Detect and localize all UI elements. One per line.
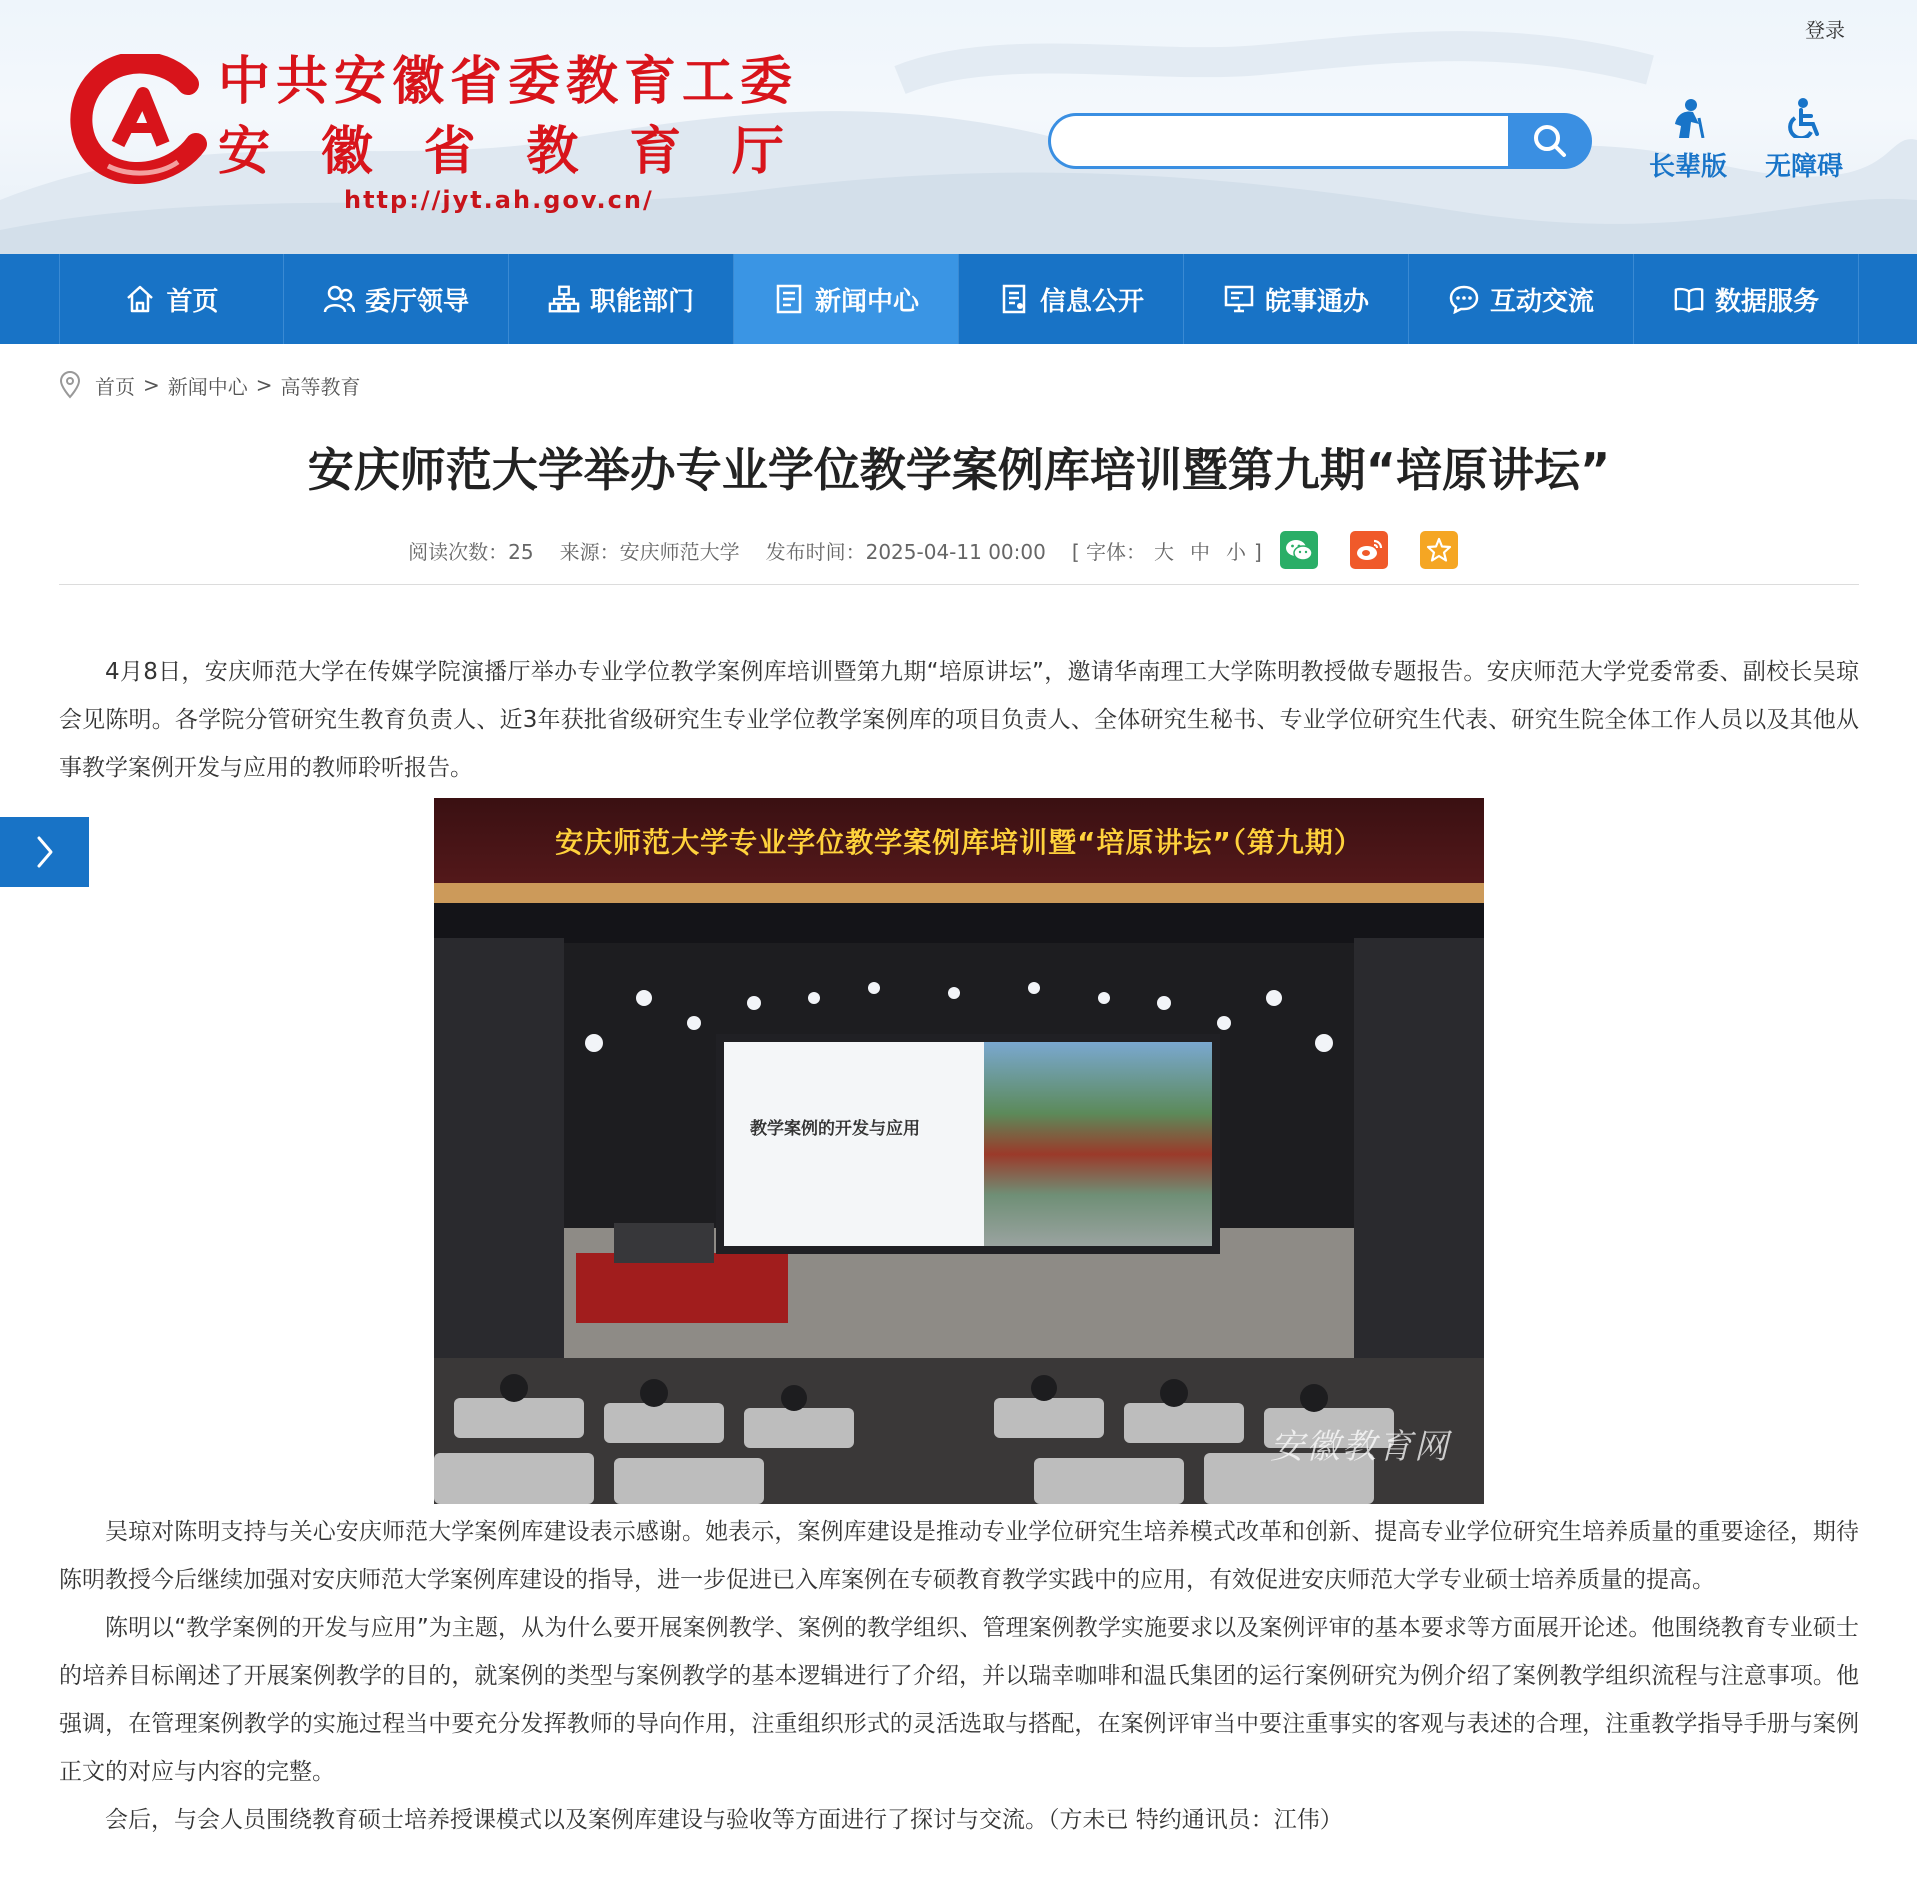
chat-icon bbox=[1448, 284, 1480, 314]
presentation-title: 教学案例的开发与应用 bbox=[750, 1119, 920, 1139]
breadcrumb-home[interactable]: 首页 bbox=[95, 374, 135, 399]
home-icon bbox=[125, 284, 155, 314]
search-input[interactable] bbox=[1048, 113, 1510, 169]
org-chart-icon bbox=[548, 284, 580, 314]
side-panel-toggle[interactable] bbox=[0, 817, 89, 887]
leaders-icon bbox=[323, 284, 355, 314]
article-paragraph: 4月8日，安庆师范大学在传媒学院演播厅举办专业学位教学案例库培训暨第九期“培原讲坛”，邀请华南理工大学陈明教授做专题报告。安庆师范大学党委常委、副校长吴琼会见陈明。各学院分管研究生教育负责人、近3年获批省级研究生专业学位教学案例库的项目负责人、全体研究生秘书、专业学位研究生代表、研究生院全体工作人员以及其他从事教学案例开发与应用的教师聆听报告。 bbox=[59, 659, 1859, 781]
book-icon bbox=[1673, 284, 1705, 314]
nav-item-label: 新闻中心 bbox=[814, 286, 919, 317]
breadcrumb-higher-education[interactable]: 高等教育 bbox=[280, 374, 361, 399]
wechat-icon bbox=[1285, 538, 1313, 562]
chevron-right-icon bbox=[33, 834, 57, 870]
article-body bbox=[59, 648, 1859, 1844]
nav-item-home[interactable] bbox=[59, 254, 284, 344]
org-name-char: 教 bbox=[526, 122, 579, 182]
nav-item-departments[interactable] bbox=[509, 254, 734, 344]
org-name-char: 厅 bbox=[731, 122, 784, 182]
accessibility-label: 无障碍 bbox=[1764, 152, 1843, 182]
date-label: 发布时间： bbox=[765, 539, 866, 564]
font-size-label: [ 字体： bbox=[1071, 539, 1147, 564]
font-size-large[interactable]: 大 bbox=[1154, 539, 1175, 564]
nav-item-data-services[interactable] bbox=[1634, 254, 1859, 344]
view-count-value: 25 bbox=[508, 539, 534, 564]
search-button[interactable] bbox=[1508, 113, 1592, 169]
site-header bbox=[0, 0, 1917, 254]
article-source bbox=[560, 536, 740, 565]
date-value: 2025-04-11 00:00 bbox=[865, 539, 1046, 564]
nav-item-label: 委厅领导 bbox=[364, 286, 469, 317]
article-title: 安庆师范大学举办专业学位教学案例库培训暨第九期“培原讲坛” bbox=[307, 443, 1611, 497]
org-name-line1: 中共安徽省委教育工委 bbox=[218, 52, 799, 112]
star-icon bbox=[1426, 537, 1452, 563]
font-size-switcher bbox=[1072, 536, 1262, 565]
view-count-label: 阅读次数： bbox=[408, 539, 509, 564]
breadcrumb bbox=[59, 370, 361, 400]
article-meta bbox=[59, 530, 1859, 570]
nav-item-label: 职能部门 bbox=[589, 286, 694, 317]
main-nav bbox=[0, 254, 1917, 344]
source-value: 安庆师范大学 bbox=[619, 539, 740, 564]
elder-mode-label: 长辈版 bbox=[1648, 152, 1727, 182]
nav-item-interaction[interactable] bbox=[1409, 254, 1634, 344]
share-weibo-button[interactable] bbox=[1350, 531, 1388, 569]
view-count bbox=[408, 536, 533, 565]
photo-watermark: 安徽教育网 bbox=[1270, 1427, 1450, 1467]
breadcrumb-separator: > bbox=[255, 373, 273, 397]
share-buttons bbox=[1280, 531, 1484, 569]
title-divider bbox=[59, 584, 1859, 585]
breadcrumb-separator: > bbox=[143, 373, 160, 397]
article-photo bbox=[434, 798, 1484, 1504]
nav-item-label: 首页 bbox=[166, 286, 219, 317]
accessibility-button[interactable] bbox=[1744, 98, 1864, 183]
share-favorite-button[interactable] bbox=[1420, 531, 1458, 569]
org-name-char: 安 bbox=[218, 122, 271, 182]
publish-date bbox=[766, 536, 1046, 565]
org-name-char: 省 bbox=[423, 122, 476, 182]
nav-item-label: 数据服务 bbox=[1714, 286, 1819, 317]
site-logo-icon bbox=[68, 54, 208, 184]
weibo-icon bbox=[1355, 538, 1383, 562]
location-pin-icon bbox=[59, 371, 81, 399]
nav-item-label: 信息公开 bbox=[1039, 286, 1144, 317]
article-paragraph: 吴琼对陈明支持与关心安庆师范大学案例库建设表示感谢。她表示，案例库建设是推动专业学位研究生培养模式改革和创新、提高专业学位研究生培养质量的重要途径，期待陈明教授今后继续加强对安庆师范大学案例库建设的指导，进一步促进已入库案例在专硕教育教学实践中的应用，有效促进安庆师范大学专业硕士培养质量的提高。 bbox=[59, 1519, 1859, 1593]
source-label: 来源： bbox=[559, 539, 620, 564]
nav-item-services[interactable] bbox=[1184, 254, 1409, 344]
login-link[interactable]: 登录 bbox=[1805, 18, 1845, 42]
nav-item-label: 皖事通办 bbox=[1264, 286, 1369, 317]
nav-item-leaders[interactable] bbox=[284, 254, 509, 344]
article-paragraph: 陈明以“教学案例的开发与应用”为主题，从为什么要开展案例教学、案例的教学组织、管理案例教学实施要求以及案例评审的基本要求等方面展开论述。他围绕教育专业硕士的培养目标阐述了开展案例教学的目的，就案例的类型与案例教学的基本逻辑进行了介绍，并以瑞幸咖啡和温氏集团的运行案例研究为例介绍了案例教学组织流程与注意事项。他强调，在管理案例教学的实施过程当中要充分发挥教师的导向作用，注重组织形式的灵活选取与搭配，在案例评审当中要注重事实的客观与表述的合理，注重教学指导手册与案例正文的对应与内容的完整。 bbox=[59, 1615, 1859, 1785]
font-size-medium[interactable]: 中 bbox=[1190, 539, 1211, 564]
site-url: http://jyt.ah.gov.cn/ bbox=[344, 186, 654, 214]
monitor-icon bbox=[1223, 284, 1255, 314]
nav-item-label: 互动交流 bbox=[1489, 286, 1594, 317]
document-icon bbox=[1000, 284, 1028, 314]
elder-icon bbox=[1669, 98, 1707, 138]
nav-item-info-disclosure[interactable] bbox=[959, 254, 1184, 344]
org-name-char: 育 bbox=[629, 122, 682, 182]
search-icon bbox=[1530, 121, 1570, 161]
font-size-small[interactable]: 小 bbox=[1226, 539, 1247, 564]
elder-mode-button[interactable] bbox=[1628, 98, 1748, 183]
org-name-line2 bbox=[218, 122, 784, 182]
wheelchair-icon bbox=[1785, 98, 1823, 138]
nav-item-news[interactable] bbox=[734, 254, 959, 344]
photo-banner-text: 安庆师范大学专业学位教学案例库培训暨“培原讲坛”（第九期） bbox=[555, 825, 1363, 859]
article-paragraph: 会后，与会人员围绕教育硕士培养授课模式以及案例库建设与验收等方面进行了探讨与交流。（方未已 特约通讯员：江伟） bbox=[105, 1807, 1343, 1833]
font-size-close: ] bbox=[1254, 539, 1262, 564]
breadcrumb-news[interactable]: 新闻中心 bbox=[167, 374, 248, 399]
org-name-char: 徽 bbox=[320, 122, 373, 182]
presentation-screen bbox=[716, 1034, 1220, 1254]
share-wechat-button[interactable] bbox=[1280, 531, 1318, 569]
news-icon bbox=[775, 284, 803, 314]
